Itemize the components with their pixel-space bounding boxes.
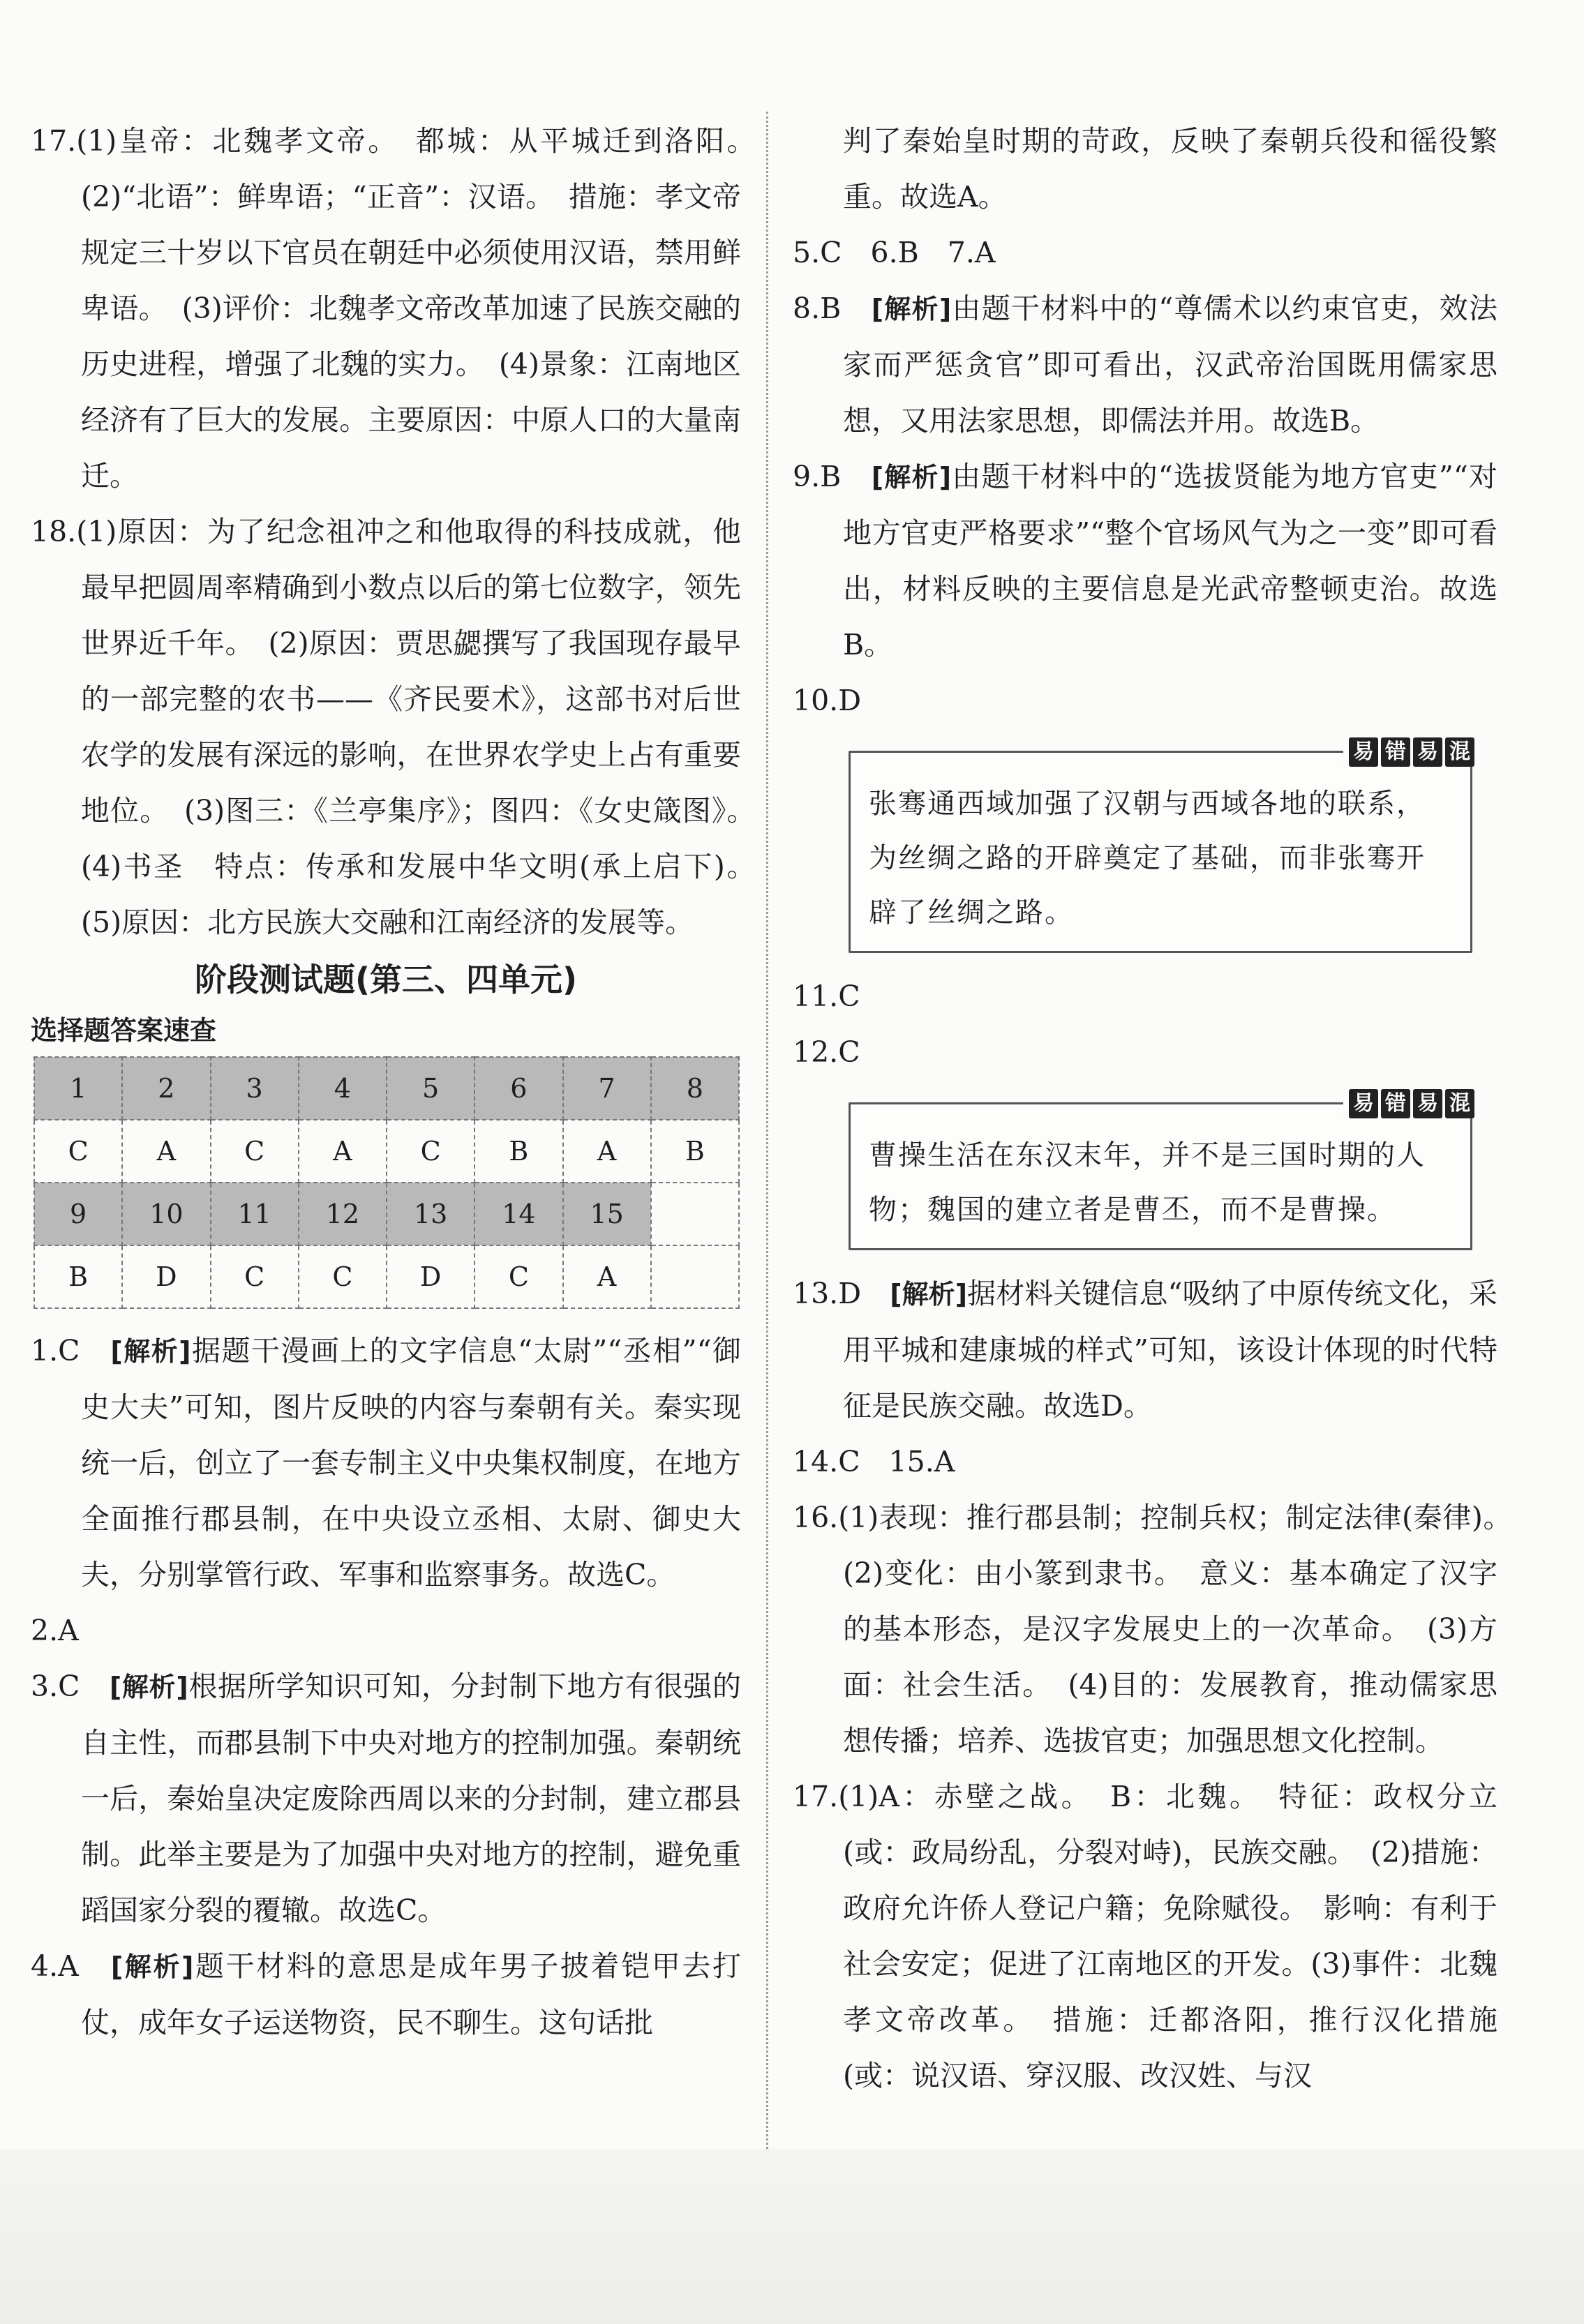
table-cell: A [122,1120,210,1183]
table-cell: 7 [563,1057,651,1120]
error-prone-note [849,740,1472,953]
table-row [34,1057,739,1120]
table-cell: C [211,1120,299,1183]
answer-9: 9.B [解析]由题干材料中的“选拔贤能为地方官吏”“对地方官吏严格要求”“整个官场风气为之一变”即可看出，材料反映的主要信息是光武帝整顿吏治。故选B。 [793,460,1497,661]
answer-17: 17.(1)皇帝：北魏孝文帝。 都城：从平城迁到洛阳。 (2)“北语”：鲜卑语；“正音”：汉语。 措施：孝文帝规定三十岁以下官员在朝廷中必须使用汉语，禁用鲜卑语。 (3)评价：北魏孝文帝改革加速了民族交融的历史进程，增强了北魏的实力。 (4)景象：江南地区经济有了巨大的发展。主要原因：中原人口的大量南迁。 [31,124,770,493]
page-bottom-margin [0,2149,1584,2324]
column-divider [766,112,768,2149]
note-text: 曹操生活在东汉末年，并不是三国时期的人物；魏国的建立者是曹丕，而不是曹操。 [869,1139,1426,1226]
table-cell: B [651,1120,739,1183]
error-prone-note [849,1091,1472,1250]
quick-answer-title: 选择题答案速查 [31,1015,217,1046]
section-title: 阶段测试题(第三、四单元) [194,961,578,998]
answer-18: 18.(1)原因：为了纪念祖冲之和他取得的科技成就，他最早把圆周率精确到小数点以后的第七位数字，领先世界近千年。 (2)原因：贾思勰撰写了我国现存最早的一部完整的农书——《齐民要术》，这部书对后世农学的发展有深远的影响，在世界农学史上占有重要地位。 (3)图三：《兰亭集序》；图四：《女史箴图》。 (4)书圣 特点：传承和发展中华文明(承上启下)。 (5)原因：北方民族大交融和江南经济的发展等。 [31,515,770,939]
table-cell: B [34,1245,122,1308]
table-cell: 9 [34,1183,122,1245]
table-cell: 8 [651,1057,739,1120]
table-cell: 2 [122,1057,210,1120]
answer-1: 1.C [解析]据题干漫画上的文字信息“太尉”“丞相”“御史大夫”可知，图片反映的内容与秦朝有关。秦实现统一后，创立了一套专制主义中央集权制度，在地方全面推行郡县制，在中央设立丞相、太尉、御史大夫，分别掌管行政、军事和监察事务。故选C。 [31,1334,741,1591]
table-cell: C [299,1245,387,1308]
table-cell: 10 [122,1183,210,1245]
table-cell: 6 [475,1057,562,1120]
table-cell: A [563,1120,651,1183]
answer-17-right: 17.(1)A：赤壁之战。 B：北魏。 特征：政权分立(或：政局纷乱，分裂对峙)，民族交融。 (2)措施：政府允许侨人登记户籍；免除赋役。 影响：有利于社会安定；促进了江南地区的开发。(3)事件：北魏孝文帝改革。 措施：迁都洛阳，推行汉化措施(或：说汉语、穿汉服、改汉姓、与汉 [793,1780,1497,2092]
table-cell: 13 [387,1183,475,1245]
answer-8: 8.B [解析]由题干材料中的“尊儒术以约束官吏，效法家而严惩贪官”即可看出，汉武帝治国既用儒家思想，又用法家思想，即儒法并用。故选B。 [793,292,1498,437]
table-row [34,1183,739,1245]
right-column [793,113,1526,2104]
table-cell: 15 [563,1183,651,1245]
table-cell [651,1245,739,1308]
table-cell: C [387,1120,475,1183]
table-row [34,1245,739,1308]
table-cell: 5 [387,1057,475,1120]
table-cell: 1 [34,1057,122,1120]
answer-13: 13.D [解析]据材料关键信息“吸纳了中原传统文化，采用平城和建康城的样式”可知，该设计体现的时代特征是民族交融。故选D。 [793,1277,1497,1423]
table-cell [651,1183,739,1245]
table-cell: 11 [211,1183,299,1245]
table-cell: C [34,1120,122,1183]
table-cell: 14 [475,1183,562,1245]
answer-3: 3.C [解析]根据所学知识可知，分封制下地方有很强的自主性，而郡县制下中央对地方的控制加强。秦朝统一后，秦始皇决定废除西周以来的分封制，建立郡县制。此举主要是为了加强中央对地方的控制，避免重蹈国家分裂的覆辙。故选C。 [31,1670,742,1927]
table-cell: B [475,1120,562,1183]
answer-11: 11.C [793,980,860,1013]
answer-12: 12.C [793,1035,860,1069]
left-column [31,113,770,2051]
table-cell: 4 [299,1057,387,1120]
error-prone-badge: 易 错 易 混 [1343,737,1480,767]
table-cell: 12 [299,1183,387,1245]
table-cell: 3 [211,1057,299,1120]
answers-14-15: 14.C 15.A [793,1445,955,1478]
error-prone-badge: 易 错 易 混 [1343,1089,1480,1118]
table-cell: D [387,1245,475,1308]
table-cell: A [299,1120,387,1183]
table-cell: D [122,1245,210,1308]
table-row [34,1120,739,1183]
answers-5-7: 5.C 6.B 7.A [793,236,996,269]
note-text: 张骞通西域加强了汉朝与西域各地的联系，为丝绸之路的开辟奠定了基础，而非张骞开辟了丝绸之路。 [869,788,1426,929]
answer-10: 10.D [793,684,862,717]
answer-table [33,1056,740,1309]
answer-16: 16.(1)表现：推行郡县制；控制兵权；制定法律(秦律)。 (2)变化：由小篆到隶书。 意义：基本确定了汉字的基本形态，是汉字发展史上的一次革命。 (3)方面：社会生活。 (4)目的：发展教育，推动儒家思想传播；培养、选拔官吏；加强思想文化控制。 [793,1501,1526,1757]
answer-2: 2.A [31,1614,79,1647]
answer-4-continued: 判了秦始皇时期的苛政，反映了秦朝兵役和徭役繁重。故选A。 [843,124,1497,213]
answer-4: 4.A [解析]题干材料的意思是成年男子披着铠甲去打仗，成年女子运送物资，民不聊生。这句话批 [31,1949,741,2039]
table-cell: C [211,1245,299,1308]
table-cell: C [475,1245,562,1308]
table-cell: A [563,1245,651,1308]
